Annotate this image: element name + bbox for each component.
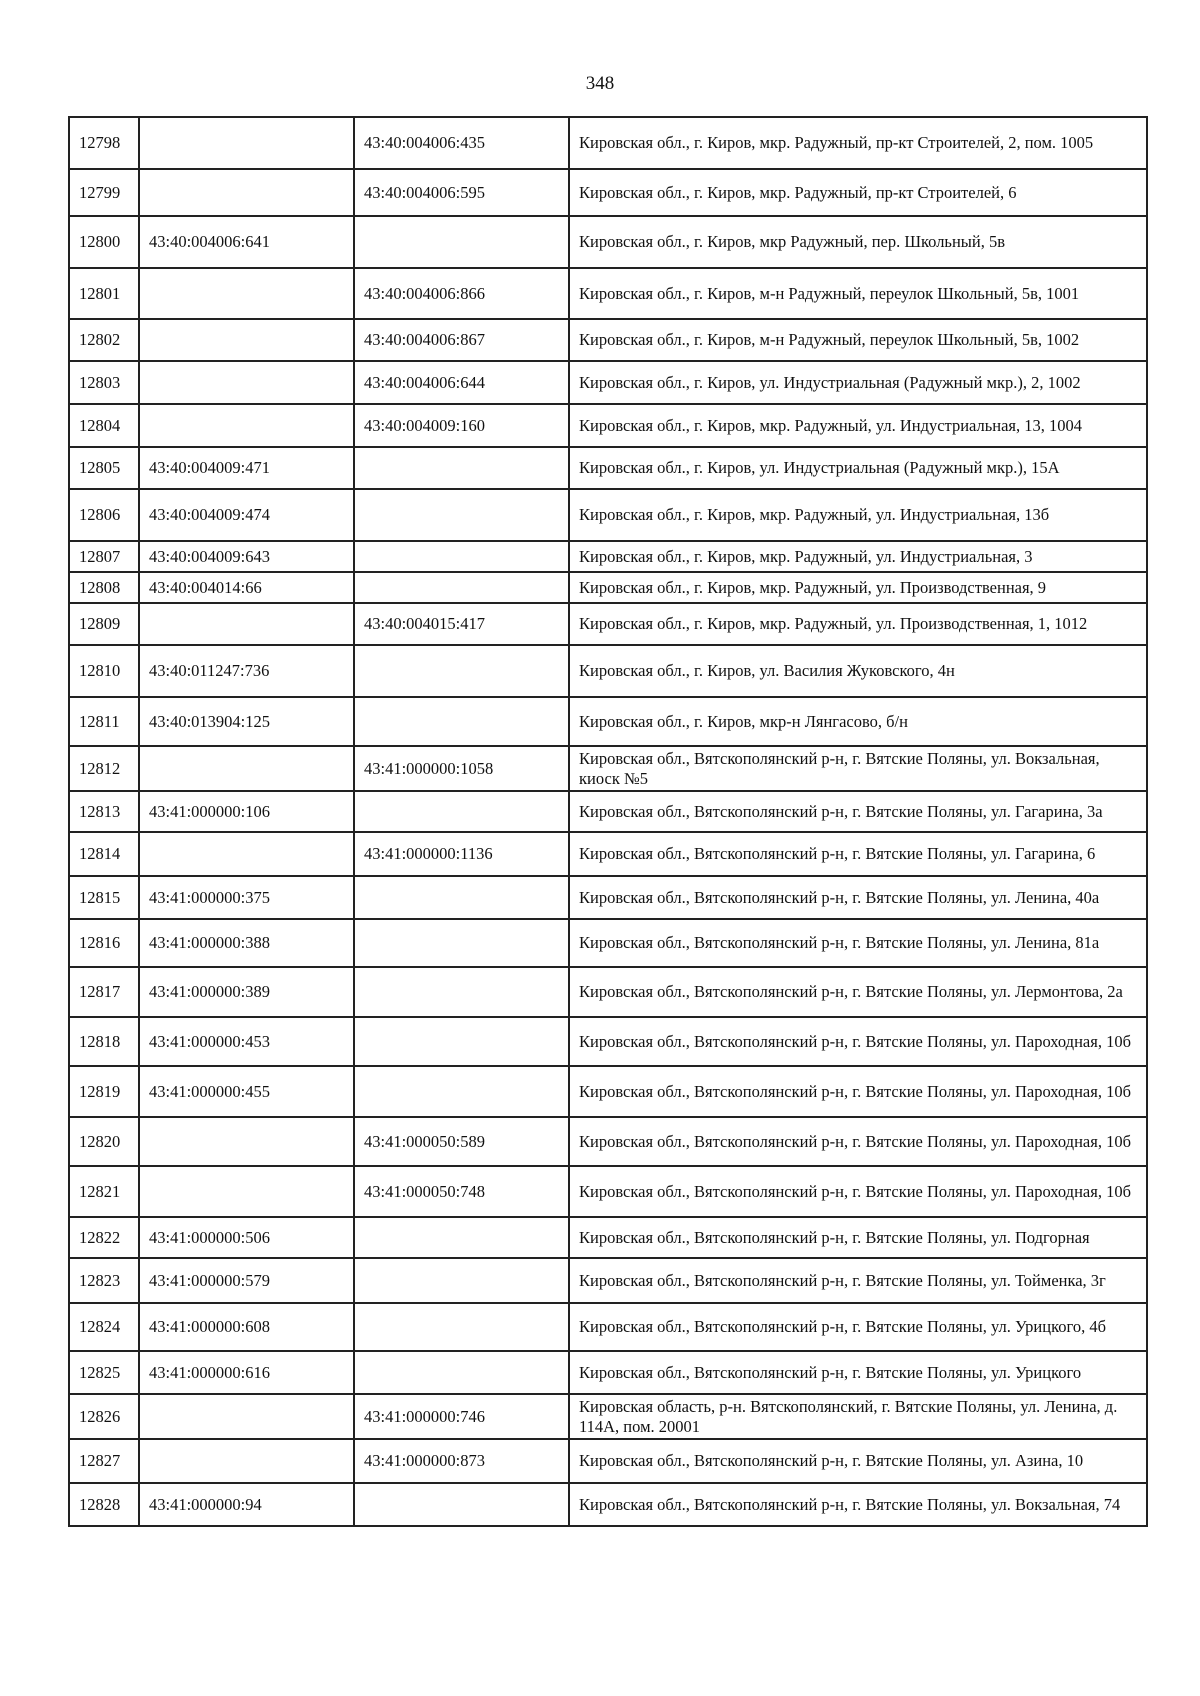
- cadastral-number-cell: 43:40:004014:66: [139, 572, 354, 603]
- cadastral-number-cell: 43:40:013904:125: [139, 697, 354, 746]
- row-number-cell: 12825: [69, 1351, 139, 1394]
- row-number-cell: 12801: [69, 268, 139, 319]
- cadastral-number-cell: 43:41:000000:616: [139, 1351, 354, 1394]
- table-row: [69, 541, 1147, 572]
- address-cell: Кировская обл., Вятскополянский р-н, г. Вятские Поляны, ул. Ленина, 40а: [569, 876, 1147, 919]
- cadastral-number-cell: 43:41:000000:873: [354, 1439, 569, 1483]
- table-row: [69, 447, 1147, 489]
- cadastral-number-cell: 43:41:000000:389: [139, 967, 354, 1017]
- address-cell: Кировская обл., Вятскополянский р-н, г. Вятские Поляны, ул. Пароходная, 10б: [569, 1166, 1147, 1217]
- address-cell: Кировская обл., Вятскополянский р-н, г. Вятские Поляны, ул. Азина, 10: [569, 1439, 1147, 1483]
- table-row: [69, 1017, 1147, 1066]
- address-cell: Кировская обл., Вятскополянский р-н, г. Вятские Поляны, ул. Лермонтова, 2а: [569, 967, 1147, 1017]
- table-row: [69, 1117, 1147, 1166]
- row-number-cell: 12809: [69, 603, 139, 645]
- row-number-cell: 12800: [69, 216, 139, 268]
- row-number-cell: 12827: [69, 1439, 139, 1483]
- row-number-cell: 12799: [69, 169, 139, 216]
- table-row: [69, 489, 1147, 541]
- address-cell: Кировская область, р-н. Вятскополянский, г. Вятские Поляны, ул. Ленина, д. 114А, пом. 20001: [569, 1394, 1147, 1439]
- cadastral-number-cell: [139, 404, 354, 447]
- address-cell: Кировская обл., Вятскополянский р-н, г. Вятские Поляны, ул. Тойменка, 3г: [569, 1258, 1147, 1303]
- table-row: [69, 876, 1147, 919]
- cadastral-number-cell: [139, 319, 354, 361]
- cadastral-number-cell: 43:41:000000:375: [139, 876, 354, 919]
- row-number-cell: 12828: [69, 1483, 139, 1526]
- cadastral-number-cell: [354, 876, 569, 919]
- address-cell: Кировская обл., г. Киров, мкр. Радужный, ул. Индустриальная, 3: [569, 541, 1147, 572]
- table-row: [69, 117, 1147, 169]
- cadastral-number-cell: 43:41:000000:388: [139, 919, 354, 967]
- cadastral-number-cell: [139, 1394, 354, 1439]
- cadastral-number-cell: 43:40:004006:595: [354, 169, 569, 216]
- cadastral-number-cell: [139, 268, 354, 319]
- row-number-cell: 12807: [69, 541, 139, 572]
- address-cell: Кировская обл., г. Киров, мкр. Радужный, пр-кт Строителей, 6: [569, 169, 1147, 216]
- table-row: [69, 216, 1147, 268]
- row-number-cell: 12805: [69, 447, 139, 489]
- address-cell: Кировская обл., г. Киров, м-н Радужный, переулок Школьный, 5в, 1002: [569, 319, 1147, 361]
- cadastral-number-cell: [354, 1483, 569, 1526]
- address-cell: Кировская обл., Вятскополянский р-н, г. Вятские Поляны, ул. Пароходная, 10б: [569, 1066, 1147, 1117]
- cadastral-number-cell: 43:41:000050:748: [354, 1166, 569, 1217]
- cadastral-number-cell: [139, 361, 354, 404]
- cadastral-number-cell: [354, 791, 569, 832]
- table-row: [69, 169, 1147, 216]
- cadastral-number-cell: 43:40:004009:471: [139, 447, 354, 489]
- address-cell: Кировская обл., г. Киров, ул. Индустриальная (Радужный мкр.), 15А: [569, 447, 1147, 489]
- row-number-cell: 12822: [69, 1217, 139, 1258]
- cadastral-number-cell: [354, 489, 569, 541]
- table-row: [69, 1303, 1147, 1351]
- row-number-cell: 12803: [69, 361, 139, 404]
- row-number-cell: 12821: [69, 1166, 139, 1217]
- row-number-cell: 12820: [69, 1117, 139, 1166]
- cadastral-number-cell: [139, 603, 354, 645]
- address-cell: Кировская обл., Вятскополянский р-н, г. Вятские Поляны, ул. Пароходная, 10б: [569, 1017, 1147, 1066]
- cadastral-number-cell: [139, 169, 354, 216]
- address-cell: Кировская обл., г. Киров, ул. Индустриальная (Радужный мкр.), 2, 1002: [569, 361, 1147, 404]
- row-number-cell: 12818: [69, 1017, 139, 1066]
- cadastral-number-cell: 43:41:000000:608: [139, 1303, 354, 1351]
- table-row: [69, 603, 1147, 645]
- row-number-cell: 12824: [69, 1303, 139, 1351]
- row-number-cell: 12808: [69, 572, 139, 603]
- table-row: [69, 1394, 1147, 1439]
- row-number-cell: 12806: [69, 489, 139, 541]
- address-cell: Кировская обл., г. Киров, мкр. Радужный, ул. Индустриальная, 13б: [569, 489, 1147, 541]
- cadastral-number-cell: [354, 216, 569, 268]
- cadastral-number-cell: 43:40:004006:641: [139, 216, 354, 268]
- table-row: [69, 967, 1147, 1017]
- row-number-cell: 12813: [69, 791, 139, 832]
- cadastral-number-cell: 43:41:000000:579: [139, 1258, 354, 1303]
- address-cell: Кировская обл., г. Киров, мкр Радужный, пер. Школьный, 5в: [569, 216, 1147, 268]
- table-row: [69, 791, 1147, 832]
- cadastral-number-cell: [354, 919, 569, 967]
- row-number-cell: 12826: [69, 1394, 139, 1439]
- registry-body: [69, 117, 1147, 1526]
- cadastral-number-cell: [354, 1351, 569, 1394]
- cadastral-number-cell: 43:40:004009:160: [354, 404, 569, 447]
- cadastral-number-cell: [354, 645, 569, 697]
- address-cell: Кировская обл., Вятскополянский р-н, г. Вятские Поляны, ул. Гагарина, 3а: [569, 791, 1147, 832]
- row-number-cell: 12804: [69, 404, 139, 447]
- cadastral-number-cell: [354, 1258, 569, 1303]
- cadastral-number-cell: 43:40:004006:866: [354, 268, 569, 319]
- table-row: [69, 1483, 1147, 1526]
- table-row: [69, 746, 1147, 791]
- address-cell: Кировская обл., г. Киров, мкр. Радужный, пр-кт Строителей, 2, пом. 1005: [569, 117, 1147, 169]
- table-row: [69, 319, 1147, 361]
- cadastral-number-cell: [354, 541, 569, 572]
- table-row: [69, 1166, 1147, 1217]
- table-row: [69, 645, 1147, 697]
- table-row: [69, 1351, 1147, 1394]
- cadastral-number-cell: [139, 746, 354, 791]
- table-row: [69, 1439, 1147, 1483]
- row-number-cell: 12811: [69, 697, 139, 746]
- row-number-cell: 12810: [69, 645, 139, 697]
- cadastral-number-cell: 43:40:004009:474: [139, 489, 354, 541]
- address-cell: Кировская обл., г. Киров, мкр. Радужный, ул. Производственная, 1, 1012: [569, 603, 1147, 645]
- address-cell: Кировская обл., г. Киров, мкр. Радужный, ул. Производственная, 9: [569, 572, 1147, 603]
- cadastral-number-cell: 43:40:004006:867: [354, 319, 569, 361]
- table-row: [69, 1066, 1147, 1117]
- address-cell: Кировская обл., Вятскополянский р-н, г. Вятские Поляны, ул. Урицкого: [569, 1351, 1147, 1394]
- cadastral-number-cell: [354, 1017, 569, 1066]
- address-cell: Кировская обл., г. Киров, мкр. Радужный, ул. Индустриальная, 13, 1004: [569, 404, 1147, 447]
- table-row: [69, 919, 1147, 967]
- row-number-cell: 12812: [69, 746, 139, 791]
- row-number-cell: 12802: [69, 319, 139, 361]
- cadastral-number-cell: [354, 572, 569, 603]
- cadastral-number-cell: [139, 832, 354, 876]
- table-row: [69, 572, 1147, 603]
- cadastral-number-cell: [139, 1439, 354, 1483]
- row-number-cell: 12823: [69, 1258, 139, 1303]
- address-cell: Кировская обл., Вятскополянский р-н, г. Вятские Поляны, ул. Вокзальная, киоск №5: [569, 746, 1147, 791]
- row-number-cell: 12798: [69, 117, 139, 169]
- table-row: [69, 832, 1147, 876]
- cadastral-number-cell: 43:41:000050:589: [354, 1117, 569, 1166]
- row-number-cell: 12817: [69, 967, 139, 1017]
- cadastral-number-cell: 43:41:000000:1136: [354, 832, 569, 876]
- cadastral-number-cell: 43:41:000000:506: [139, 1217, 354, 1258]
- cadastral-number-cell: [354, 447, 569, 489]
- table-row: [69, 697, 1147, 746]
- row-number-cell: 12819: [69, 1066, 139, 1117]
- cadastral-number-cell: [354, 1066, 569, 1117]
- cadastral-number-cell: [354, 967, 569, 1017]
- cadastral-number-cell: 43:40:004006:644: [354, 361, 569, 404]
- cadastral-number-cell: [354, 1217, 569, 1258]
- cadastral-number-cell: 43:41:000000:453: [139, 1017, 354, 1066]
- cadastral-number-cell: 43:41:000000:94: [139, 1483, 354, 1526]
- address-cell: Кировская обл., Вятскополянский р-н, г. Вятские Поляны, ул. Урицкого, 4б: [569, 1303, 1147, 1351]
- address-cell: Кировская обл., г. Киров, мкр-н Лянгасово, б/н: [569, 697, 1147, 746]
- cadastral-number-cell: 43:40:011247:736: [139, 645, 354, 697]
- cadastral-number-cell: 43:40:004015:417: [354, 603, 569, 645]
- cadastral-number-cell: 43:41:000000:455: [139, 1066, 354, 1117]
- row-number-cell: 12815: [69, 876, 139, 919]
- table-row: [69, 1258, 1147, 1303]
- cadastral-number-cell: 43:40:004009:643: [139, 541, 354, 572]
- cadastral-number-cell: 43:41:000000:746: [354, 1394, 569, 1439]
- cadastral-number-cell: 43:41:000000:1058: [354, 746, 569, 791]
- cadastral-number-cell: [139, 117, 354, 169]
- table-row: [69, 1217, 1147, 1258]
- page-number: 348: [585, 73, 615, 94]
- address-cell: Кировская обл., Вятскополянский р-н, г. Вятские Поляны, ул. Гагарина, 6: [569, 832, 1147, 876]
- row-number-cell: 12814: [69, 832, 139, 876]
- cadastral-number-cell: [139, 1117, 354, 1166]
- address-cell: Кировская обл., Вятскополянский р-н, г. Вятские Поляны, ул. Пароходная, 10б: [569, 1117, 1147, 1166]
- address-cell: Кировская обл., Вятскополянский р-н, г. Вятские Поляны, ул. Ленина, 81а: [569, 919, 1147, 967]
- address-cell: Кировская обл., г. Киров, м-н Радужный, переулок Школьный, 5в, 1001: [569, 268, 1147, 319]
- cadastral-number-cell: [354, 697, 569, 746]
- cadastral-number-cell: 43:41:000000:106: [139, 791, 354, 832]
- cadastral-number-cell: [139, 1166, 354, 1217]
- cadastral-number-cell: [354, 1303, 569, 1351]
- address-cell: Кировская обл., Вятскополянский р-н, г. Вятские Поляны, ул. Вокзальная, 74: [569, 1483, 1147, 1526]
- table-row: [69, 404, 1147, 447]
- address-cell: Кировская обл., г. Киров, ул. Василия Жуковского, 4н: [569, 645, 1147, 697]
- row-number-cell: 12816: [69, 919, 139, 967]
- address-cell: Кировская обл., Вятскополянский р-н, г. Вятские Поляны, ул. Подгорная: [569, 1217, 1147, 1258]
- property-registry-table: [68, 116, 1148, 1527]
- table-row: [69, 361, 1147, 404]
- table-row: [69, 268, 1147, 319]
- cadastral-number-cell: 43:40:004006:435: [354, 117, 569, 169]
